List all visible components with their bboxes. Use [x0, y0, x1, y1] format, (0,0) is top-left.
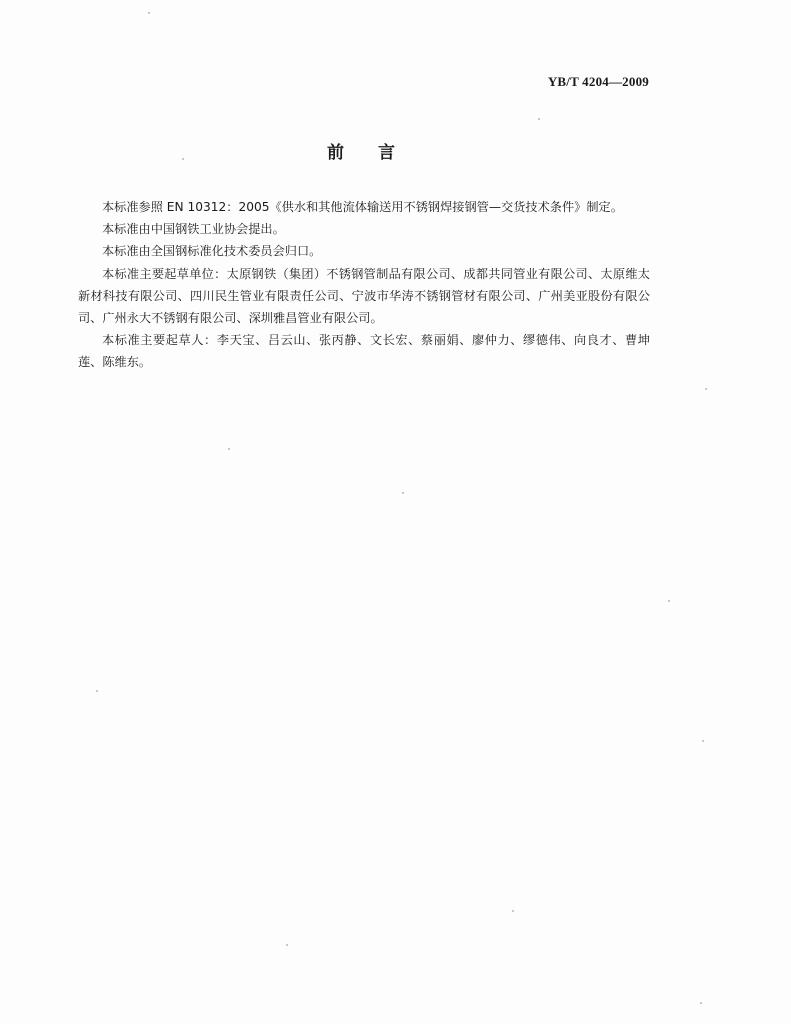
scan-speck — [705, 388, 707, 390]
paragraph-drafting-units: 本标准主要起草单位：太原钢铁（集团）不锈钢管制品有限公司、成都共同管业有限公司、太原维太新材科技有限公司、四川民生管业有限责任公司、宁波市华涛不锈钢管材有限公司、广州美亚股份有限公司、广州永大不锈钢有限公司、深圳雅昌管业有限公司。 — [78, 266, 650, 326]
paragraph-proposer: 本标准由中国钢铁工业协会提出。 — [102, 222, 285, 237]
page-title: 前言 — [327, 143, 429, 163]
foreword-body — [78, 196, 650, 374]
scan-speck — [286, 944, 288, 946]
paragraph-reference-standard: 本标准参照 EN 10312：2005《供水和其他流体输送用不锈钢焊接钢管—交货技术条件》制定。 — [102, 200, 623, 214]
scan-speck — [668, 600, 670, 602]
scan-speck — [96, 690, 98, 692]
scan-speck — [148, 12, 150, 14]
paragraph-drafters: 本标准主要起草人：李天宝、吕云山、张丙静、文长宏、蔡丽娟、廖仲力、缪德伟、向良才、曹坤莲、陈维东。 — [78, 333, 650, 370]
standard-code: YB/T 4204—2009 — [547, 74, 649, 89]
scan-speck — [402, 492, 404, 494]
scan-speck — [700, 1002, 702, 1004]
scan-speck — [538, 118, 540, 120]
scan-speck — [702, 740, 704, 742]
scan-speck — [182, 158, 184, 160]
paragraph-technical-committee: 本标准由全国钢标准化技术委员会归口。 — [102, 244, 322, 259]
scan-speck — [228, 448, 230, 450]
scan-speck — [512, 910, 514, 912]
